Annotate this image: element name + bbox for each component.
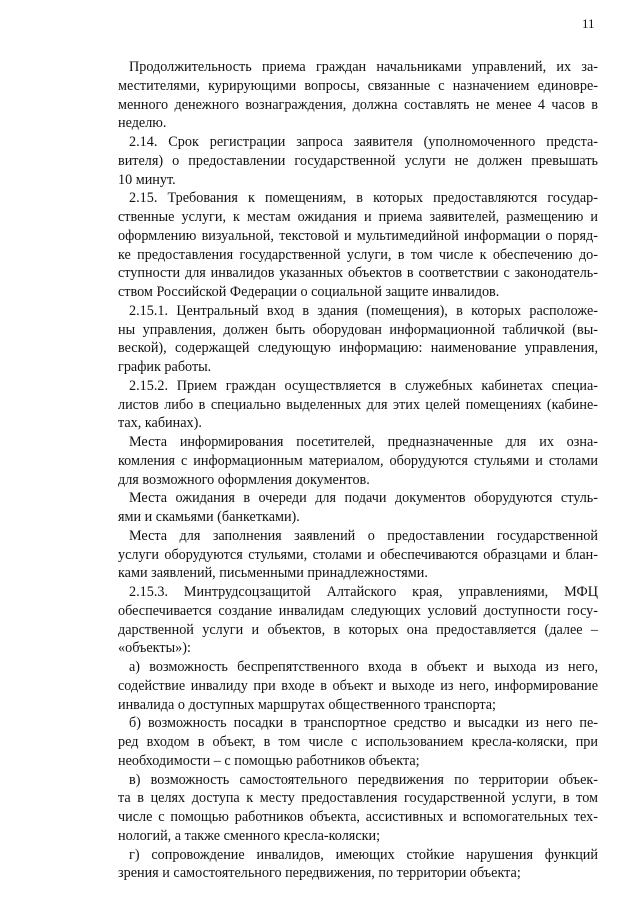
text-line: ступности для инвалидов указанных объектов в соответствии с законодатель- bbox=[118, 265, 598, 282]
text-line: 2.14. Срок регистрации запроса заявителя (уполномоченного предста- bbox=[129, 134, 598, 150]
text-line: Места ожидания в очереди для подачи документов оборудуются стуль- bbox=[129, 490, 598, 507]
text-line: Места для заполнения заявлений о предоставлении государственной bbox=[129, 527, 598, 544]
text-line: ке предоставления государственной услуги, в том числе к обеспечению до- bbox=[118, 246, 598, 263]
text-line: числе с помощью работников объекта, ассистивных и вспомогательных тех- bbox=[118, 809, 598, 825]
text-line: 10 минут. bbox=[118, 171, 176, 188]
text-line: в) возможность самостоятельного передвижения по территории объек- bbox=[129, 771, 598, 788]
text-line: вителя) о предоставлении государственной услуги не должен превышать bbox=[118, 152, 598, 169]
text-line: тах, кабинах). bbox=[118, 415, 202, 432]
text-line: ственные услуги, к местам ожидания и приема заявителей, размещению и bbox=[118, 209, 598, 225]
text-line: г) сопровождение инвалидов, имеющих стойкие нарушения функций bbox=[129, 846, 598, 863]
text-line: график работы. bbox=[118, 359, 212, 375]
text-line: содействие инвалиду при входе в объект и выходе из него, информирование bbox=[118, 677, 598, 694]
text-line: та в целях доступа к месту предоставления государственной услуги, в том bbox=[118, 790, 598, 807]
text-line: зрения и самостоятельного передвижения, по территории объекта; bbox=[118, 865, 521, 882]
text-line: для возможного оформления документов. bbox=[118, 471, 370, 488]
text-line: инвалида о доступных маршрутах общественного транспорта; bbox=[118, 696, 496, 713]
text-line: Места информирования посетителей, предназначенные для их озна- bbox=[129, 434, 598, 450]
text-line: листов либо в специально выделенных для этих целей помещениях (кабине- bbox=[118, 396, 598, 413]
text-line: необходимости – с помощью работников объекта; bbox=[118, 752, 420, 769]
text-line: местителями, курирующими вопросы, связанные с назначением единовре- bbox=[118, 77, 598, 94]
text-line: Продолжительность приема граждан начальниками управлений, их за- bbox=[129, 59, 598, 75]
text-line: ками заявлений, письменными принадлежностями. bbox=[118, 565, 428, 582]
text-line: ством Российской Федерации о социальной защите инвалидов. bbox=[118, 284, 500, 300]
text-line: б) возможность посадки в транспортное средство и высадки из него пе- bbox=[129, 715, 598, 732]
document-body bbox=[118, 58, 598, 883]
text-line: менного денежного вознаграждения, должна составлять не менее 4 часов в bbox=[118, 96, 598, 113]
text-line: неделю. bbox=[118, 115, 167, 132]
text-line: 2.15.1. Центральный вход в здания (помещения), в которых расположе- bbox=[129, 302, 598, 319]
text-line: оформлению визуальной, текстовой и мультимедийной информации о поряд- bbox=[118, 227, 598, 244]
text-line: ред входом в объект, в том числе с использованием кресла-коляски, при bbox=[118, 734, 598, 750]
text-line: комления с информационным материалом, оборудуются стульями и столами bbox=[118, 452, 598, 469]
page-number: 11 bbox=[582, 16, 595, 31]
text-line: веской), содержащей следующую информацию: наименование управления, bbox=[118, 340, 598, 357]
text-line: 2.15.3. Минтрудсоцзащитой Алтайского края, управлениями, МФЦ bbox=[129, 584, 598, 600]
text-line: дарственной услуги и объектов, в которых она предоставляется (далее – bbox=[118, 621, 598, 638]
text-line: обеспечивается создание инвалидам следующих условий доступности госу- bbox=[118, 602, 598, 619]
text-line: ями и скамьями (банкетками). bbox=[118, 509, 300, 525]
text-line: ны управления, должен быть оборудован информационной табличкой (вы- bbox=[118, 321, 598, 338]
text-line: «объекты»): bbox=[118, 640, 191, 657]
text-line: нологий, а также сменного кресла-коляски; bbox=[118, 827, 381, 844]
text-line: 2.15.2. Прием граждан осуществляется в служебных кабинетах специа- bbox=[129, 377, 598, 394]
text-line: а) возможность беспрепятственного входа в объект и выхода из него, bbox=[129, 659, 598, 675]
text-line: услуги оборудуются стульями, столами и обеспечиваются образцами и блан- bbox=[118, 546, 598, 563]
text-line: 2.15. Требования к помещениям, в которых предоставляются государ- bbox=[129, 190, 598, 207]
